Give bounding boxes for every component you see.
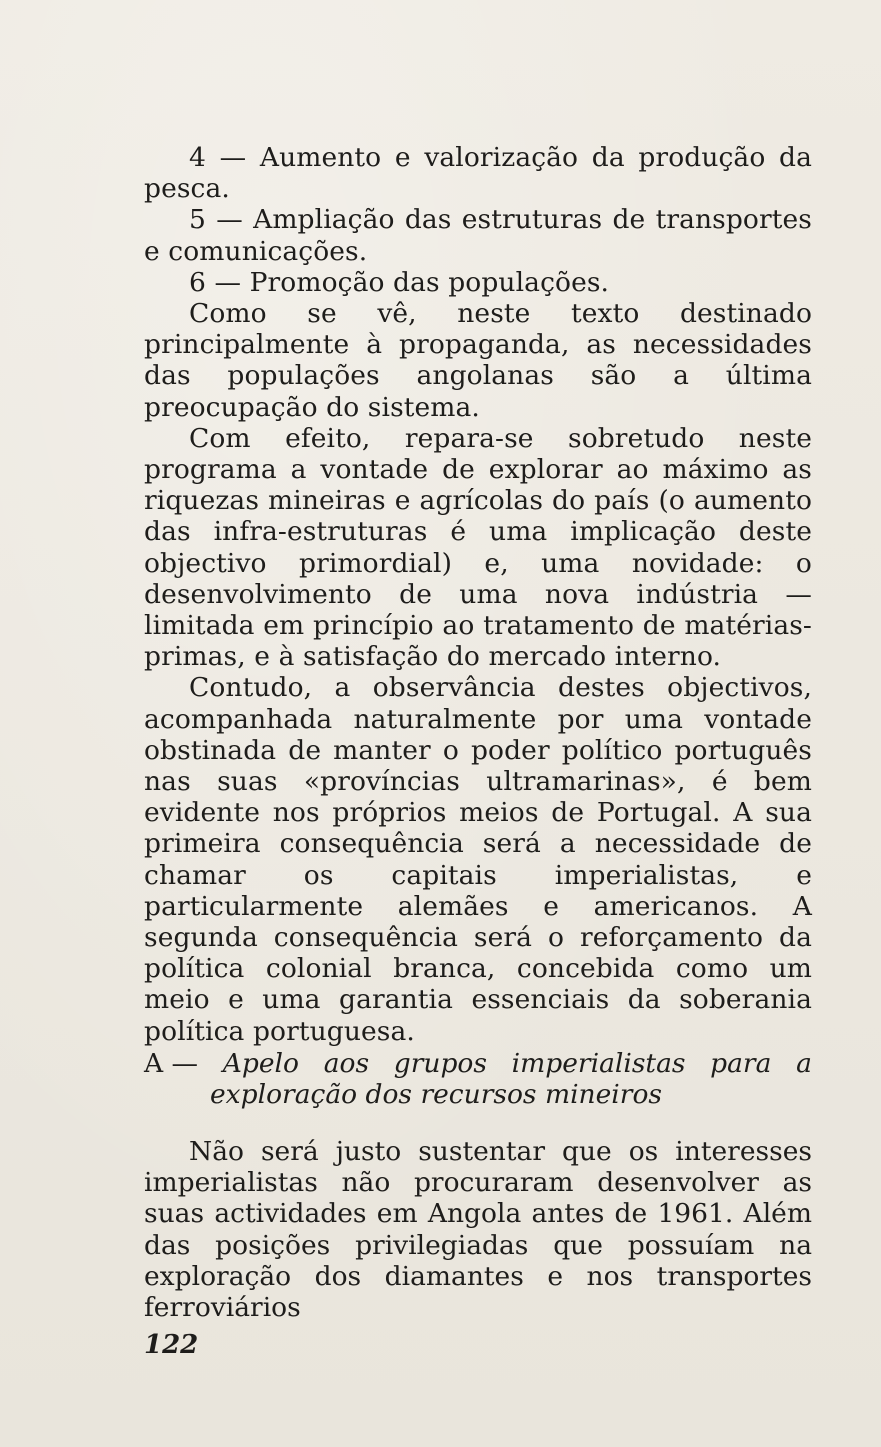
paragraph: Como se vê, neste texto destinado principalmente à propaganda, as necessidades das populações angolanas são a última preocupação do sistema. (144, 298, 812, 423)
list-item-5: 5 — Ampliação das estruturas de transportes e comunicações. (144, 204, 812, 267)
section-letter: A — (144, 1048, 199, 1079)
heading-word: a (796, 1048, 812, 1079)
section-heading-line-1 (144, 1048, 812, 1079)
paragraph: Contudo, a observância destes objectivos, acompanhada naturalmente por uma vontade obstinada de manter o poder político português nas suas «províncias ultramarinas», é bem evidente nos próprios meios de Portugal. A sua primeira consequência será a necessidade de chamar os capitais imperialistas, e particularmente alemães e americanos. A segunda consequência será o reforçamento da política colonial branca, concebida como um meio e uma garantia essenciais da soberania política portuguesa. (144, 672, 812, 1047)
list-item-6: 6 — Promoção das populações. (189, 266, 610, 298)
section-heading-line-2: exploração dos recursos mineiros (210, 1079, 663, 1111)
heading-word: para (710, 1048, 772, 1079)
heading-word: grupos (393, 1048, 487, 1079)
body-text-bottom (144, 1136, 812, 1323)
heading-word: aos (323, 1048, 370, 1079)
section-heading (144, 1048, 812, 1110)
paragraph: Não será justo sustentar que os interesses imperialistas não procuraram desenvolver as suas actividades em Angola antes de 1961. Além das posições privilegiadas que possuíam na exploração dos diamantes e nos transportes ferroviários (144, 1136, 812, 1324)
body-text-top (144, 142, 812, 1047)
paragraph: Com efeito, repara-se sobretudo neste programa a vontade de explorar ao máximo as riquezas mineiras e agrícolas do país (o aumento das infra-estruturas é uma implicação deste objectivo primordial) e, uma novidade: o desenvolvimento de uma nova indústria — limitada em princípio ao tratamento de matérias-primas, e à satisfação do mercado interno. (144, 422, 812, 673)
heading-word: imperialistas (511, 1048, 686, 1079)
list-item-4: 4 — Aumento e valorização da produção da pesca. (144, 142, 812, 205)
heading-word: Apelo (222, 1048, 299, 1079)
page-number: 122 (144, 1330, 199, 1360)
